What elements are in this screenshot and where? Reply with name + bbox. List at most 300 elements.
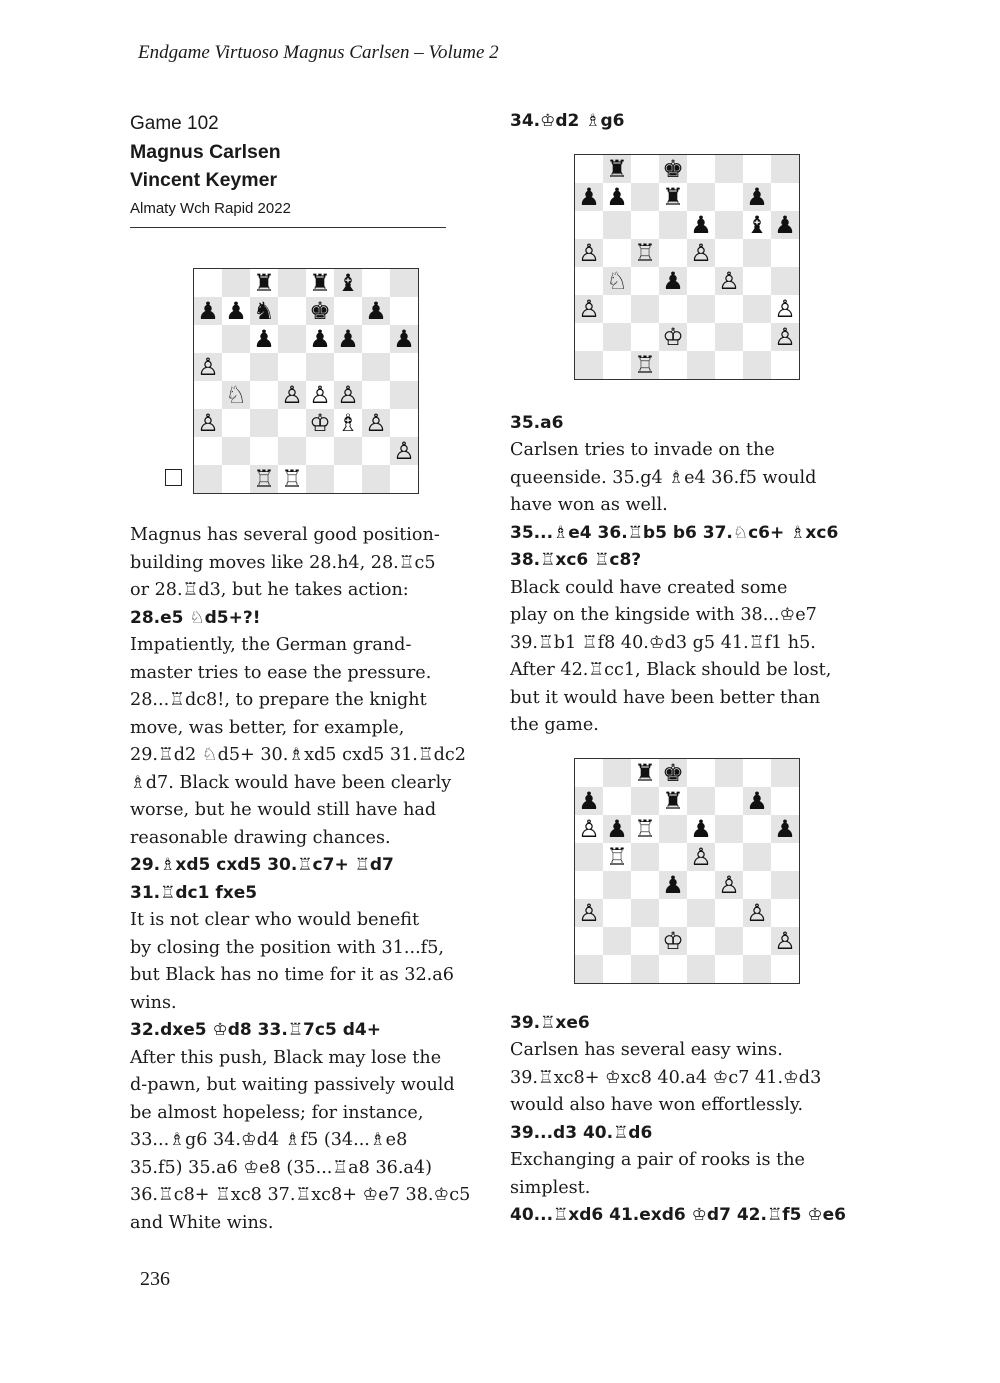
text-line: worse, but he would still have had (130, 800, 437, 820)
chess-piece: ♙ (365, 409, 387, 437)
board-square (659, 267, 687, 295)
board-square (306, 381, 334, 409)
board-square (631, 927, 659, 955)
commentary-paragraph (130, 1045, 490, 1238)
text-line: 29.♖d2 ♘d5+ 30.♗xd5 cxd5 31.♖dc2 (130, 745, 466, 765)
board-square (659, 211, 687, 239)
board-square (575, 927, 603, 955)
text-line: 28.e5 ♘d5+?! (130, 607, 261, 628)
chess-board (574, 154, 800, 380)
board-square (631, 211, 659, 239)
chess-piece: ♟ (746, 786, 768, 815)
text-line: ♗d7. Black would have been clearly (130, 772, 452, 793)
board-square (334, 297, 362, 325)
board-square (743, 759, 771, 787)
chess-piece: ♟ (606, 182, 628, 211)
text-line: 33...♗g6 34.♔d4 ♗f5 (34...♗e8 (130, 1130, 408, 1150)
chess-piece: ♜ (634, 758, 656, 787)
board-square (222, 325, 250, 353)
board-square (603, 759, 631, 787)
board-square (278, 325, 306, 353)
board-square (390, 437, 418, 465)
chess-piece: ♟ (774, 814, 796, 843)
board-square (334, 465, 362, 493)
board-square (278, 381, 306, 409)
board-square (659, 871, 687, 899)
chess-piece: ♙ (578, 898, 600, 927)
board-square (222, 437, 250, 465)
board-square (771, 871, 799, 899)
board-square (715, 955, 743, 983)
board-square (771, 183, 799, 211)
board-square (631, 351, 659, 379)
board-square (743, 955, 771, 983)
board-square (575, 815, 603, 843)
board-square (194, 437, 222, 465)
board-square (278, 269, 306, 297)
board-square (715, 211, 743, 239)
board-square (575, 899, 603, 927)
text-line: 35...♗e4 36.♖b5 b6 37.♘c6+ ♗xc6 (510, 522, 839, 543)
chess-piece: ♟ (365, 297, 387, 325)
board-square (575, 843, 603, 871)
board-square (603, 351, 631, 379)
board-square (575, 759, 603, 787)
board-square (575, 323, 603, 351)
text-line: have won as well. (510, 495, 668, 515)
board-square (771, 815, 799, 843)
chess-piece: ♖ (281, 465, 303, 493)
chess-piece: ♙ (690, 238, 712, 267)
chess-piece: ♟ (690, 814, 712, 843)
board-square (222, 297, 250, 325)
board-square (250, 437, 278, 465)
chess-board (193, 268, 419, 494)
chess-diagram (574, 758, 801, 984)
chess-piece: ♙ (690, 842, 712, 871)
board-square (771, 211, 799, 239)
board-square (334, 325, 362, 353)
board-square (743, 323, 771, 351)
board-square (250, 409, 278, 437)
text-line: d-pawn, but waiting passively would (130, 1075, 455, 1095)
board-square (362, 353, 390, 381)
text-line: would also have won effortlessly. (510, 1095, 804, 1115)
text-line: 28...♖dc8!, to prepare the knight (130, 690, 427, 710)
board-square (687, 239, 715, 267)
right-column (510, 108, 860, 1230)
board-square (194, 353, 222, 381)
chess-piece: ♝ (746, 210, 768, 239)
board-square (715, 239, 743, 267)
board-square (743, 211, 771, 239)
board-square (659, 955, 687, 983)
chess-piece: ♜ (606, 154, 628, 183)
board-square (603, 211, 631, 239)
board-square (362, 437, 390, 465)
board-square (631, 183, 659, 211)
board-square (631, 955, 659, 983)
board-square (603, 927, 631, 955)
text-line: 29.♗xd5 cxd5 30.♖c7+ ♖d7 (130, 855, 394, 875)
chess-piece: ♖ (634, 814, 656, 843)
board-square (687, 295, 715, 323)
board-square (687, 267, 715, 295)
text-line: After 42.♖cc1, Black should be lost, (510, 660, 832, 680)
text-line: be almost hopeless; for instance, (130, 1102, 424, 1123)
white-player: Magnus Carlsen (130, 141, 281, 163)
board-square (278, 437, 306, 465)
board-square (334, 353, 362, 381)
chess-piece: ♟ (197, 297, 219, 325)
board-square (687, 323, 715, 351)
chess-piece: ♟ (774, 210, 796, 239)
board-square (278, 297, 306, 325)
board-square (743, 927, 771, 955)
board-square (631, 815, 659, 843)
board-square (771, 351, 799, 379)
board-square (334, 437, 362, 465)
board-square (687, 183, 715, 211)
board-square (362, 269, 390, 297)
board-square (362, 381, 390, 409)
board-square (687, 955, 715, 983)
board-square (603, 955, 631, 983)
chess-piece: ♟ (662, 266, 684, 295)
chess-piece: ♟ (225, 297, 247, 325)
text-line: the game. (510, 715, 599, 735)
board-square (631, 843, 659, 871)
text-line: It is not clear who would benefit (130, 910, 420, 930)
board-square (631, 239, 659, 267)
chess-piece: ♜ (309, 269, 331, 297)
text-line: Carlsen tries to invade on the (510, 440, 775, 460)
text-line: queenside. 35.g4 ♗e4 36.f5 would (510, 467, 817, 488)
board-square (250, 325, 278, 353)
text-line: 39.♖xc8+ ♔xc8 40.a4 ♔c7 41.♔d3 (510, 1067, 822, 1088)
board-square (603, 295, 631, 323)
chess-piece: ♜ (662, 786, 684, 815)
board-square (603, 787, 631, 815)
board-square (687, 899, 715, 927)
board-square (659, 787, 687, 815)
board-square (771, 955, 799, 983)
chess-piece: ♟ (253, 325, 275, 353)
text-line: and White wins. (130, 1212, 274, 1233)
move-line (510, 1010, 860, 1038)
chess-diagram (193, 268, 420, 494)
board-square (771, 787, 799, 815)
board-square (715, 323, 743, 351)
move-line (510, 1120, 860, 1148)
chess-piece: ♟ (746, 182, 768, 211)
text-line: by closing the position with 31...f5, (130, 937, 444, 958)
chess-piece: ♙ (746, 898, 768, 927)
board-square (687, 351, 715, 379)
board-square (390, 409, 418, 437)
board-square (575, 871, 603, 899)
board-square (659, 323, 687, 351)
chess-piece: ♙ (718, 870, 740, 899)
board-square (194, 325, 222, 353)
board-square (575, 351, 603, 379)
board-square (743, 351, 771, 379)
board-square (222, 353, 250, 381)
white-to-move-indicator (165, 469, 182, 486)
chess-piece: ♟ (606, 814, 628, 843)
text-line: Magnus has several good position- (130, 525, 440, 545)
text-line: play on the kingside with 38...♔e7 (510, 605, 817, 625)
board-square (771, 323, 799, 351)
board-square (194, 465, 222, 493)
text-line: 34.♔d2 ♗g6 (510, 111, 625, 131)
board-square (631, 787, 659, 815)
board-square (743, 899, 771, 927)
chess-piece: ♟ (578, 786, 600, 815)
board-square (603, 871, 631, 899)
text-line: 31.♖dc1 fxe5 (130, 882, 258, 903)
chess-piece: ♜ (662, 182, 684, 211)
commentary-paragraph (130, 632, 490, 852)
board-square (771, 267, 799, 295)
chess-piece: ♟ (578, 182, 600, 211)
board-square (659, 927, 687, 955)
chess-piece: ♘ (225, 381, 247, 409)
board-square (743, 843, 771, 871)
text-line: wins. (130, 992, 177, 1013)
chess-piece: ♟ (690, 210, 712, 239)
board-square (687, 211, 715, 239)
chess-piece: ♟ (337, 325, 359, 353)
board-square (631, 295, 659, 323)
commentary-paragraph (510, 1147, 860, 1202)
chess-piece: ♙ (774, 926, 796, 955)
chess-piece: ♙ (718, 266, 740, 295)
text-line: 40...♖xd6 41.exd6 ♔d7 42.♖f5 ♔e6 (510, 1205, 846, 1225)
board-square (687, 871, 715, 899)
event: Almaty Wch Rapid 2022 (130, 200, 291, 217)
board-square (390, 353, 418, 381)
board-square (603, 155, 631, 183)
chess-piece: ♔ (662, 926, 684, 955)
chess-piece: ♚ (662, 758, 684, 787)
commentary-paragraph (130, 522, 490, 605)
board-square (659, 351, 687, 379)
chess-piece: ♟ (309, 325, 331, 353)
board-square (743, 815, 771, 843)
board-square (771, 239, 799, 267)
chess-piece: ♙ (309, 381, 331, 409)
text-line: After this push, Black may lose the (130, 1047, 442, 1068)
board-square (306, 297, 334, 325)
chess-piece: ♖ (634, 238, 656, 267)
board-square (631, 871, 659, 899)
chess-piece: ♔ (662, 322, 684, 351)
text-line: 36.♖c8+ ♖xc8 37.♖xc8+ ♔e7 38.♔c5 (130, 1185, 471, 1205)
board-square (631, 759, 659, 787)
board-square (715, 927, 743, 955)
text-line: 35.a6 (510, 412, 564, 433)
board-square (687, 927, 715, 955)
board-square (715, 843, 743, 871)
text-line: 39...d3 40.♖d6 (510, 1122, 653, 1143)
board-square (659, 295, 687, 323)
text-line: Impatiently, the German grand- (130, 635, 412, 655)
chess-piece: ♙ (774, 294, 796, 323)
board-square (631, 323, 659, 351)
board-square (306, 437, 334, 465)
game-label: Game 102 (130, 113, 219, 134)
running-head: Endgame Virtuoso Magnus Carlsen – Volume 2 (138, 42, 499, 63)
board-square (715, 787, 743, 815)
board-square (743, 267, 771, 295)
right-flow (510, 108, 860, 1230)
move-line (510, 520, 860, 575)
board-square (278, 353, 306, 381)
board-square (575, 155, 603, 183)
chess-diagram (574, 154, 801, 380)
left-column (130, 108, 490, 1237)
chess-piece: ♜ (253, 269, 275, 297)
board-square (659, 239, 687, 267)
board-square (306, 325, 334, 353)
board-square (362, 297, 390, 325)
chess-piece: ♙ (393, 437, 415, 465)
black-player: Vincent Keymer (130, 169, 278, 191)
text-line: 38.♖xc6 ♖c8? (510, 550, 642, 570)
board-square (306, 269, 334, 297)
board-square (743, 239, 771, 267)
text-line: Carlsen has several easy wins. (510, 1040, 783, 1060)
chess-board (574, 758, 800, 984)
chess-piece: ♟ (662, 870, 684, 899)
board-square (687, 759, 715, 787)
board-square (715, 815, 743, 843)
board-square (334, 381, 362, 409)
board-square (390, 269, 418, 297)
board-square (743, 155, 771, 183)
text-line: building moves like 28.h4, 28.♖c5 (130, 552, 436, 573)
chess-piece: ♙ (281, 381, 303, 409)
board-square (743, 787, 771, 815)
board-square (194, 409, 222, 437)
board-square (659, 759, 687, 787)
chess-piece: ♚ (309, 297, 331, 325)
board-square (250, 353, 278, 381)
chess-piece: ♙ (337, 381, 359, 409)
board-square (250, 465, 278, 493)
commentary-paragraph (510, 437, 860, 520)
board-square (334, 269, 362, 297)
chess-piece: ♙ (578, 294, 600, 323)
text-line: simplest. (510, 1177, 591, 1198)
board-square (250, 381, 278, 409)
board-square (687, 815, 715, 843)
board-square (687, 787, 715, 815)
commentary-paragraph (130, 907, 490, 1017)
chess-piece: ♟ (393, 325, 415, 353)
board-square (603, 183, 631, 211)
board-square (603, 323, 631, 351)
left-flow (130, 268, 490, 1237)
chess-piece: ♙ (578, 238, 600, 267)
chess-piece: ♔ (309, 409, 331, 437)
board-square (575, 955, 603, 983)
board-square (715, 351, 743, 379)
move-line (510, 1202, 860, 1230)
board-square (603, 843, 631, 871)
text-line: or 28.♖d3, but he takes action: (130, 580, 409, 600)
chess-piece: ♙ (197, 409, 219, 437)
board-square (715, 871, 743, 899)
move-line (130, 605, 490, 633)
board-square (250, 297, 278, 325)
board-square (715, 295, 743, 323)
chess-piece: ♘ (606, 266, 628, 295)
move-line (510, 410, 860, 438)
text-line: reasonable drawing chances. (130, 827, 391, 848)
board-square (715, 155, 743, 183)
board-square (743, 183, 771, 211)
board-square (222, 269, 250, 297)
board-square (194, 381, 222, 409)
move-line (130, 1017, 490, 1045)
board-square (743, 871, 771, 899)
board-square (631, 155, 659, 183)
board-square (575, 787, 603, 815)
board-square (390, 465, 418, 493)
header-rule (130, 227, 446, 228)
board-square (603, 267, 631, 295)
move-line (130, 852, 490, 907)
board-square (771, 843, 799, 871)
chess-piece: ♙ (774, 322, 796, 351)
board-square (575, 295, 603, 323)
board-square (278, 409, 306, 437)
board-square (659, 899, 687, 927)
board-square (575, 267, 603, 295)
board-square (603, 899, 631, 927)
text-line: 39.♖b1 ♖f8 40.♔d3 g5 41.♖f1 h5. (510, 632, 816, 653)
text-line: 32.dxe5 ♔d8 33.♖7c5 d4+ (130, 1020, 381, 1040)
board-square (771, 155, 799, 183)
text-line: but it would have been better than (510, 687, 821, 708)
board-square (250, 269, 278, 297)
board-square (743, 295, 771, 323)
board-square (687, 843, 715, 871)
chess-piece: ♙ (578, 814, 600, 843)
chess-piece: ♙ (197, 353, 219, 381)
board-square (575, 183, 603, 211)
board-square (631, 899, 659, 927)
board-square (194, 269, 222, 297)
text-line: Black could have created some (510, 577, 788, 598)
text-line: 39.♖xe6 (510, 1012, 590, 1033)
board-square (390, 381, 418, 409)
board-square (631, 267, 659, 295)
board-square (715, 899, 743, 927)
board-square (306, 353, 334, 381)
board-square (306, 409, 334, 437)
board-square (715, 267, 743, 295)
board-square (222, 409, 250, 437)
board-square (222, 381, 250, 409)
text-line: Exchanging a pair of rooks is the (510, 1150, 805, 1170)
board-square (362, 409, 390, 437)
board-square (771, 759, 799, 787)
board-square (222, 465, 250, 493)
board-square (390, 325, 418, 353)
